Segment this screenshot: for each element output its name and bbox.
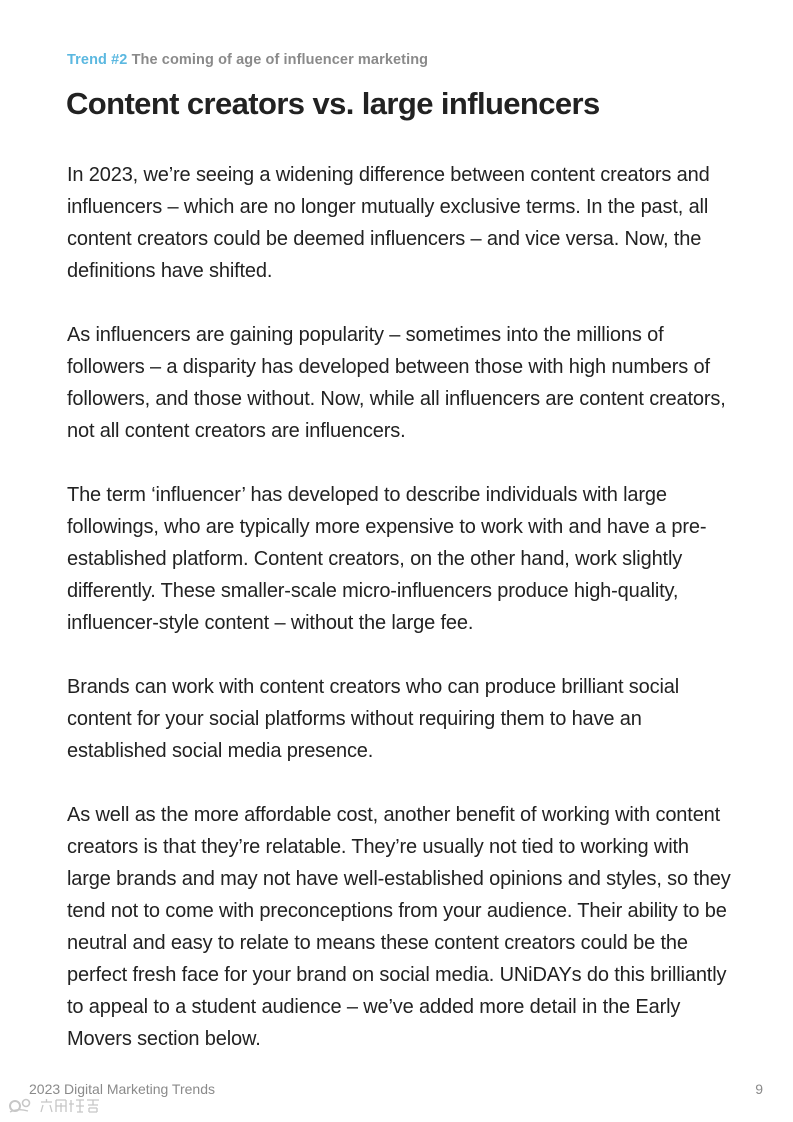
page-number: 9 (755, 1081, 763, 1097)
trend-title: The coming of age of influencer marketing (131, 52, 429, 68)
watermark-logo (39, 1097, 101, 1115)
watermark (8, 1096, 108, 1116)
paragraph: In 2023, we’re seeing a widening difference between content creators and influencers – which are no longer mutually exclusive terms. In the past, all content creators could be deemed influencers – and vice versa. Now, the definitions have shifted. (67, 164, 710, 282)
paragraph: Brands can work with content creators who can produce brilliant social content for your social platforms without requiring them to have an established social media presence. (67, 676, 680, 762)
paragraph: The term ‘influencer’ has developed to describe individuals with large followings, who are typically more expensive to work with and have a pre-established platform. Content creators, on the other hand, work slightly differently. These smaller-scale micro-influencers produce high-quality, influencer-style content – without the large fee. (67, 484, 707, 634)
trend-eyebrow (67, 52, 428, 68)
body-text (67, 159, 735, 1087)
paragraph: As influencers are gaining popularity – sometimes into the millions of followers – a disparity has developed between those with high numbers of followers, and those without. Now, while all influencers are content creators, not all content creators are influencers. (67, 324, 726, 442)
logo-mark-icon (8, 1097, 36, 1115)
footer-document-title: 2023 Digital Marketing Trends (29, 1081, 215, 1097)
paragraph: As well as the more affordable cost, another benefit of working with content creators is that they’re relatable. They’re usually not tied to working with large brands and may not have well-established opinions and styles, so they tend not to come with preconceptions from your audience. Their ability to be neutral and easy to relate to means these content creators could be the perfect fresh face for your brand on social media. UNiDAYs do this brilliantly to appeal to a student audience – we’ve added more detail in the Early Movers section below. (67, 804, 731, 1050)
page-title: Content creators vs. large influencers (66, 86, 600, 121)
trend-number: Trend #2 (67, 52, 128, 68)
